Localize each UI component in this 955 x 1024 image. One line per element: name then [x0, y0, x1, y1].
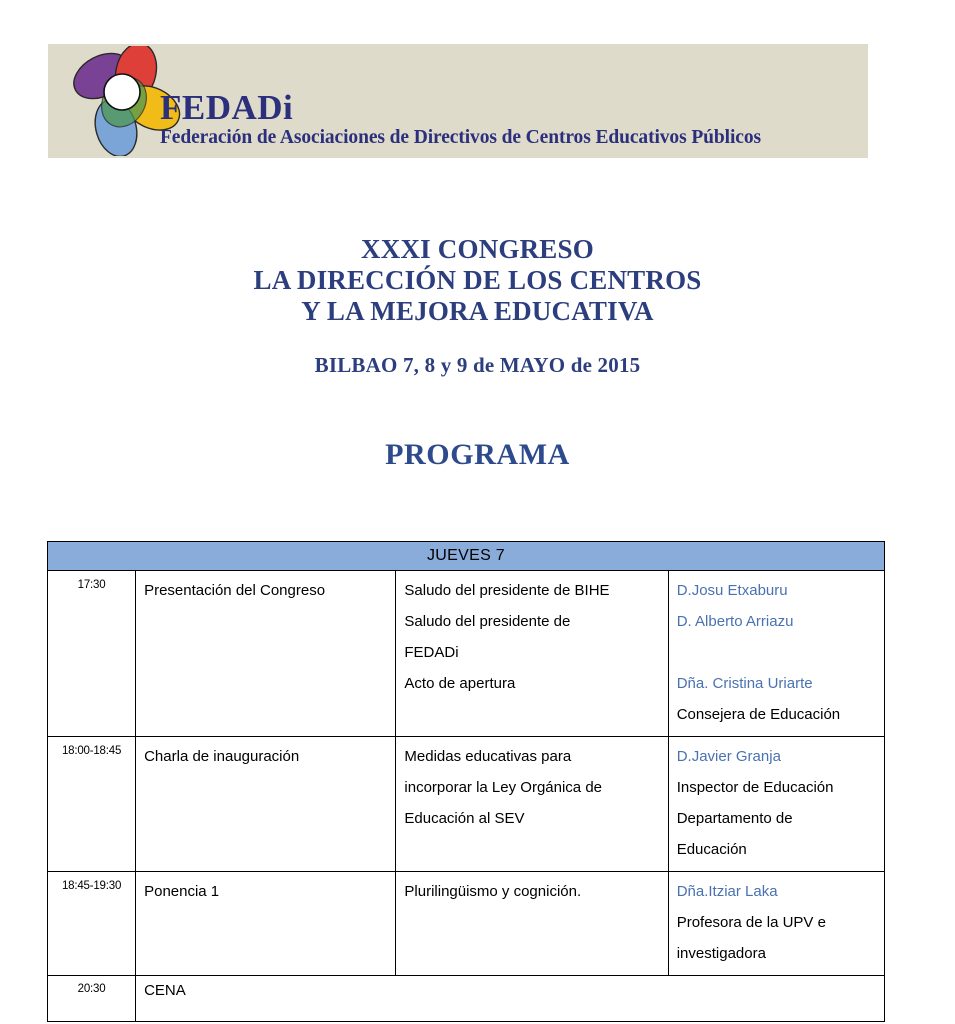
table-row — [48, 737, 885, 872]
text-line: Saludo del presidente de BIHE — [404, 582, 610, 599]
day-header: JUEVES 7 — [48, 542, 885, 571]
text-line: Charla de inauguración — [144, 748, 300, 765]
congress-dates: BILBAO 7, 8 y 9 de MAYO de 2015 — [314, 353, 641, 377]
text-line: CENA — [144, 982, 186, 999]
org-acronym: FEDADi — [160, 88, 294, 127]
person-name: D.Josu Etxaburu — [676, 582, 788, 599]
session-activity — [136, 872, 396, 976]
schedule-table — [47, 541, 885, 1022]
page-title: PROGRAMA — [385, 438, 570, 471]
text-line: Inspector de Educación — [676, 779, 834, 796]
session-time: 18:45-19:30 — [48, 872, 136, 976]
text-line: Saludo del presidente de — [404, 613, 571, 630]
person-name: D. Alberto Arriazu — [676, 613, 794, 630]
session-time: 20:30 — [48, 976, 136, 1022]
text-line: Educación al SEV — [404, 810, 525, 827]
session-speakers — [668, 872, 884, 976]
schedule-header-row — [48, 542, 885, 571]
text-line: FEDADi — [404, 644, 459, 661]
org-fullname: Federación de Asociaciones de Directivos de Centros Educativos Públicos — [160, 127, 761, 148]
text-line: investigadora — [676, 945, 766, 962]
congress-title-block — [0, 234, 955, 377]
title-line-2: LA DIRECCIÓN DE LOS CENTROS — [253, 265, 702, 295]
person-name: D.Javier Granja — [676, 748, 781, 765]
session-time: 17:30 — [48, 571, 136, 737]
text-line: Educación — [676, 841, 747, 858]
session-topic — [396, 571, 668, 737]
text-line: Medidas educativas para — [404, 748, 572, 765]
session-activity — [136, 571, 396, 737]
title-line-1: XXXI CONGRESO — [361, 234, 594, 264]
session-topic — [396, 737, 668, 872]
text-line: Acto de apertura — [404, 675, 516, 692]
person-name: Dña. Cristina Uriarte — [676, 675, 813, 692]
session-activity — [136, 976, 885, 1022]
session-speakers — [668, 737, 884, 872]
text-line: Profesora de la UPV e — [676, 914, 826, 931]
title-line-3: Y LA MEJORA EDUCATIVA — [301, 296, 654, 326]
table-row — [48, 571, 885, 737]
text-line: Ponencia 1 — [144, 883, 220, 900]
schedule-body — [48, 571, 885, 1022]
table-row — [48, 872, 885, 976]
text-line: Departamento de — [676, 810, 793, 827]
text-line: incorporar la Ley Orgánica de — [404, 779, 602, 796]
person-name: Dña.Itziar Laka — [676, 883, 778, 900]
text-line: Consejera de Educación — [676, 706, 841, 723]
letterhead-banner — [48, 44, 868, 158]
table-row — [48, 976, 885, 1022]
schedule-container — [47, 541, 885, 1022]
text-line: Presentación del Congreso — [144, 582, 326, 599]
session-activity — [136, 737, 396, 872]
session-topic — [396, 872, 668, 976]
session-time: 18:00-18:45 — [48, 737, 136, 872]
text-line: Plurilingüismo y cognición. — [404, 883, 582, 900]
letterhead-text — [160, 90, 860, 149]
session-speakers — [668, 571, 884, 737]
